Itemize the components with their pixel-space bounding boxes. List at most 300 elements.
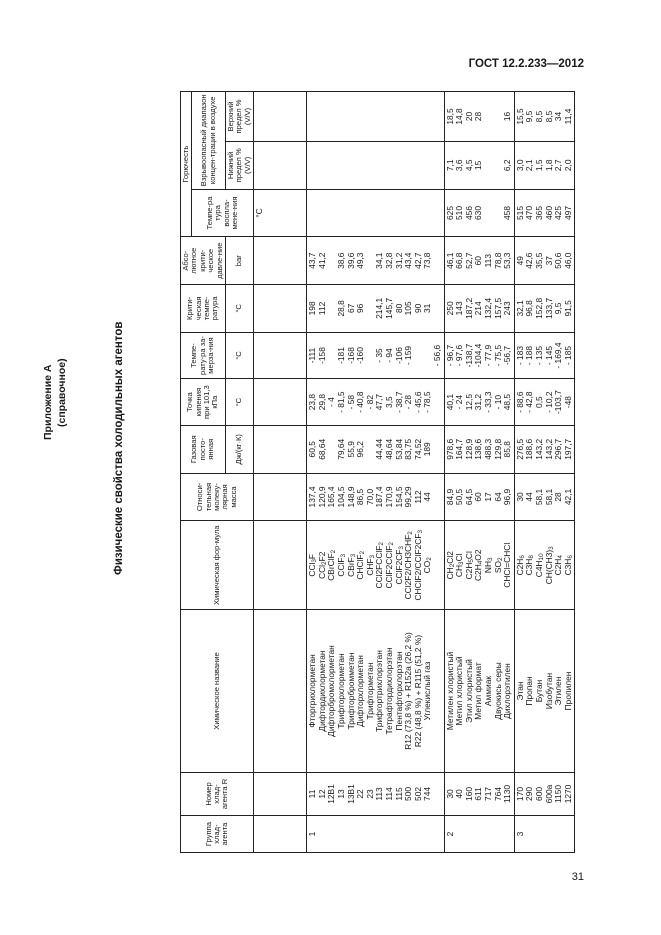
header-number: Номер хлад-агента R	[181, 772, 254, 815]
cell-line: 70,0	[364, 488, 375, 506]
name-cell	[307, 610, 444, 773]
cell-line: 276,5	[514, 438, 525, 460]
cell-line: Метил формат	[473, 662, 484, 720]
cell-line: 86,5	[355, 488, 366, 506]
cell-line: $C3H_8$	[524, 555, 536, 576]
cell-line: 23,8	[307, 393, 318, 411]
cell-line: 40,1	[444, 393, 455, 411]
cell-line: 113	[374, 787, 385, 801]
cell-line: 96,2	[355, 441, 366, 458]
cell-line: $CH(CH3)_3$	[543, 546, 555, 585]
number-cell	[307, 772, 444, 815]
cell-line: Пропилен	[562, 671, 573, 711]
cell-line	[484, 192, 494, 235]
cell-line: 137,4	[307, 486, 318, 508]
cell-line: - 28	[403, 394, 414, 410]
cell-line: 425	[553, 206, 564, 220]
cell-line: 58,1	[533, 488, 544, 506]
cell-line: 64	[492, 492, 503, 502]
header-explosive-range: Взрывоопасный диапазон концен-трации в воздухе	[192, 92, 226, 190]
ignition-temp-cell	[514, 189, 575, 237]
cell-line: 11	[307, 789, 318, 799]
number-cell	[514, 772, 575, 815]
header-gas-constant: Газовая посто-янная	[181, 425, 226, 473]
cell-line: $SO_2$	[492, 557, 504, 574]
gas-constant-cell	[514, 425, 575, 473]
cell-line: 96	[355, 303, 366, 314]
unit-ignition-temp: °С	[254, 189, 307, 237]
cell-line: 152,8	[533, 297, 544, 319]
cell-line: Дифтордихлорметан	[316, 650, 327, 732]
cell-line: 14,8	[454, 108, 465, 125]
cell-line: -168	[345, 347, 356, 364]
cell-line: 30	[514, 492, 525, 502]
header-boiling-point: Точка кипения при 101,3 кПа	[181, 379, 226, 426]
cell-line: 13	[336, 789, 347, 799]
boiling-point-cell	[307, 379, 444, 426]
cell-line: Этил хлористый	[463, 659, 474, 723]
cell-line: 38,6	[336, 252, 347, 269]
cell-line: CHCl=CHCl	[502, 542, 513, 588]
cell-line: CBrClF$_2$	[326, 549, 338, 581]
cell-line: $C2H_6$	[514, 555, 526, 576]
cell-line: 243	[502, 301, 513, 316]
critical-temp-cell	[307, 285, 444, 333]
cell-line: 34	[553, 111, 564, 122]
cell-line: -111	[307, 347, 318, 364]
upper-limit-cell	[514, 92, 575, 142]
cell-line: 12B1	[326, 784, 337, 804]
group-row	[514, 92, 575, 853]
cell-line: 48,64	[384, 438, 394, 460]
cell-line: Метил хлористый	[454, 656, 465, 726]
cell-line: 74,52	[412, 438, 423, 460]
molar-mass-cell	[514, 473, 575, 521]
critical-temp-cell	[444, 285, 514, 333]
appendix-title: Приложение А	[42, 364, 54, 440]
cell-line: 60	[473, 256, 484, 266]
cell-line: 8,5	[543, 110, 554, 123]
cell-line: 78,8	[492, 252, 503, 269]
cell-line: 456	[463, 206, 474, 220]
standard-header: ГОСТ 12.2.233—2012	[468, 58, 584, 70]
cell-line: $C4H_{10}$	[533, 553, 545, 578]
page-number: 31	[571, 871, 584, 883]
cell-line: 17	[482, 492, 493, 502]
boiling-point-cell	[514, 379, 575, 426]
cell-line: 1270	[562, 784, 573, 804]
cell-line: 3,5	[384, 396, 394, 408]
cell-line: 515	[514, 206, 525, 220]
cell-line: Трифгортрихлорэтан	[374, 650, 385, 732]
cell-line: 40	[454, 789, 465, 799]
cell-line: 0,5	[533, 396, 544, 408]
cell-line: Фторгрихлорметан	[307, 654, 318, 728]
cell-line: Бутан	[533, 679, 544, 703]
cell-line: Углекислый газ	[422, 661, 433, 721]
formula-cell	[514, 521, 575, 610]
cell-line: 29,8	[316, 393, 327, 411]
table-body	[307, 92, 575, 853]
ignition-temp-cell	[307, 189, 444, 237]
cell-line: 73,8	[422, 252, 433, 269]
cell-line: $C2H_4$	[553, 555, 565, 576]
cell-line: - 97,6	[454, 344, 465, 367]
cell-line: 154,5	[393, 486, 404, 508]
cell-line: 53,3	[502, 252, 513, 269]
cell-line: - 169,4	[553, 342, 564, 369]
cell-line: 138,6	[473, 438, 484, 460]
cell-line: 79,64	[336, 438, 347, 460]
cell-line: 15,5	[514, 108, 525, 125]
cell-line: 31,2	[473, 393, 484, 411]
cell-line: 22	[355, 789, 366, 799]
unit-critical-pressure: bar	[226, 237, 254, 285]
cell-line: 16	[502, 111, 513, 122]
cell-line: 1130	[502, 784, 513, 803]
cell-line: - 188	[524, 345, 535, 366]
unit-critical-temp: °С	[226, 285, 254, 333]
cell-line	[414, 335, 424, 377]
cell-line: 497	[562, 206, 573, 220]
cell-line: - 185	[562, 345, 573, 366]
cell-line: 143,2	[543, 438, 554, 460]
cell-line: $CHClF2/CClF2CF_3$	[412, 529, 424, 601]
cell-line: 112	[412, 490, 423, 504]
cell-line: - 159	[403, 345, 414, 366]
cell-line: 91,5	[562, 300, 573, 317]
header-formula: Химическая фор-мула	[181, 521, 254, 610]
cell-line: 60,5	[307, 441, 318, 458]
cell-line: 160	[463, 786, 474, 801]
cell-line: 290	[524, 786, 535, 801]
formula-cell	[307, 521, 444, 610]
cell-line: Тетрафтордихлорэтан	[384, 647, 394, 735]
header-upper-limit: Верхний предел % (V/V)	[226, 92, 254, 142]
cell-line: - 10	[492, 394, 503, 410]
critical-pressure-cell	[514, 237, 575, 285]
cell-line: CHClF$_2$	[355, 550, 367, 580]
cell-line: 47,7	[374, 393, 385, 411]
cell-line: - 88,6	[514, 391, 525, 413]
cell-line: $C2H_5Cl$	[463, 551, 475, 580]
unit-gas-constant: Дж/(кг·К)	[226, 425, 254, 473]
cell-line: 7,1	[444, 159, 455, 172]
cell-line: CCl2FCClF$_2$	[374, 542, 386, 589]
cell-line: 250	[444, 301, 455, 316]
header-freezing-point: Темпе-рату-ра за-мерза-ния	[181, 332, 226, 379]
cell-line: - 38,7	[393, 391, 404, 413]
cell-line: 744	[422, 786, 433, 801]
cell-line: 18,5	[444, 108, 455, 125]
unit-boiling-point: °С	[226, 379, 254, 426]
cell-line: 1,8	[543, 159, 554, 172]
cell-line: - 45,6	[412, 391, 423, 413]
cell-line: - 24	[454, 394, 465, 410]
cell-line: 39,6	[345, 252, 356, 269]
cell-line: 50,5	[454, 488, 465, 506]
cell-line: 44	[422, 492, 433, 502]
cell-line: 66,8	[454, 252, 465, 269]
cell-line: 170	[514, 786, 525, 801]
cell-line: Двуокись серы	[492, 662, 503, 720]
cell-line: 3,6	[454, 159, 465, 172]
cell-line: - 42,8	[524, 391, 535, 413]
freezing-point-cell	[444, 332, 514, 379]
cell-line: 128,9	[463, 438, 474, 460]
cell-line: 296,7	[553, 438, 564, 460]
cell-line: 115	[393, 787, 404, 801]
cell-line: - 40,8	[355, 391, 366, 413]
formula-cell	[444, 521, 514, 610]
cell-line: - 78,5	[422, 391, 433, 413]
cell-line: 6,2	[502, 159, 513, 172]
cell-line: - 96,7	[444, 344, 455, 367]
header-critical-temp: Крити-ческая темпе-ратура	[181, 285, 226, 333]
cell-line: Трифторбромметан	[345, 652, 356, 730]
cell-line: 165,4	[326, 486, 337, 508]
cell-line: 8,5	[533, 110, 544, 123]
cell-line: 4,5	[463, 159, 474, 172]
cell-line: 1,5	[533, 159, 544, 172]
cell-line: 85,8	[502, 441, 513, 458]
cell-line: $C3H_6$	[562, 555, 574, 576]
cell-line: Аммиак	[482, 675, 493, 707]
cell-line	[484, 94, 494, 139]
cell-line: 32,1	[514, 300, 525, 317]
cell-line: 23	[364, 789, 375, 799]
cell-line: 198	[307, 301, 318, 316]
group-row	[307, 92, 444, 853]
cell-line: 12	[316, 789, 327, 799]
cell-line: $CH_2Cl2$	[444, 551, 456, 580]
cell-line: 43,4	[403, 252, 414, 269]
cell-line: -104,4	[473, 343, 484, 368]
cell-line: 764	[492, 786, 503, 801]
cell-line: CCl$_3$F	[307, 553, 319, 577]
molar-mass-cell	[444, 473, 514, 521]
cell-line: - 81,5	[336, 391, 347, 413]
cell-line: 2,1	[524, 159, 535, 172]
cell-line: Дифторхлорметан	[355, 655, 366, 727]
cell-line: -138,7	[463, 343, 474, 368]
unit-ignition-row	[254, 92, 307, 853]
lower-limit-cell	[444, 141, 514, 189]
cell-line: Трифторхлорметан	[336, 653, 347, 729]
cell-line: 187,2	[463, 297, 474, 319]
cell-line: 625	[444, 206, 455, 220]
cell-line: 3,0	[514, 159, 525, 172]
upper-limit-cell	[307, 92, 444, 142]
header-ignition-temp: Темпе-ра тура воспла-мене-ния	[192, 189, 254, 237]
cell-line: CClF$_3$	[336, 553, 348, 577]
cell-line: 717	[482, 786, 493, 801]
cell-line: 67	[345, 303, 356, 314]
cell-line: 502	[412, 786, 423, 801]
cell-line: -158	[316, 347, 327, 364]
lower-limit-cell	[307, 141, 444, 189]
cell-line: 129,8	[492, 438, 503, 460]
cell-line: - 4	[326, 397, 337, 408]
cell-line: 43,7	[307, 252, 318, 269]
group-cell: 1	[307, 816, 444, 853]
cell-line: $CClF2CF_3$	[393, 546, 405, 585]
cell-line: - 58	[345, 394, 356, 410]
cell-line: 2,0	[562, 159, 573, 172]
cell-line: 11,4	[562, 108, 573, 125]
cell-line: 84,9	[444, 488, 455, 506]
cell-line: 9,5	[553, 302, 564, 315]
cell-line: 42,7	[412, 252, 423, 269]
cell-line: 214,1	[374, 297, 385, 319]
cell-line: 37	[543, 256, 554, 266]
cell-line: -181	[336, 347, 347, 364]
cell-line: 105	[403, 301, 414, 316]
cell-line: 28,8	[336, 300, 347, 317]
cell-line: 99,29	[403, 486, 414, 508]
gas-constant-cell	[307, 425, 444, 473]
cell-line: 630	[473, 206, 484, 220]
cell-line: Дихлорэтилен	[502, 663, 513, 719]
header-lower-limit: Нижний предел % (V/V)	[226, 141, 254, 189]
cell-line: Этан	[514, 681, 525, 701]
name-cell	[444, 610, 514, 773]
number-cell	[444, 772, 514, 815]
cell-line: 31	[422, 303, 433, 314]
cell-line: -160	[355, 347, 366, 364]
header-flammability: Горючесть	[181, 92, 192, 237]
cell-line: $NH_3$	[482, 557, 494, 574]
cell-line: 120,9	[316, 486, 327, 508]
cell-line: - 135	[533, 345, 544, 366]
cell-line: 500	[403, 786, 414, 801]
cell-line: 112	[316, 301, 327, 316]
cell-line: 197,7	[562, 438, 573, 460]
header-molar-mass: Относи-тельная молеку-лярная масса	[181, 473, 254, 521]
cell-line: R22 (48,8 %) + R115 (51,2 %)	[412, 634, 423, 748]
cell-line: 460	[543, 206, 554, 220]
cell-line: - 183	[514, 345, 525, 366]
cell-line: 28	[553, 492, 564, 502]
cell-line: 49,3	[355, 252, 366, 269]
cell-line: 188,6	[524, 438, 535, 460]
cell-line: 42,1	[562, 488, 573, 506]
cell-line: 80	[393, 303, 404, 314]
cell-line: 41,2	[316, 252, 327, 269]
group-cell: 3	[514, 816, 575, 853]
cell-line: $C2H_4O2$	[473, 549, 485, 582]
cell-line: 214	[473, 301, 484, 316]
cell-line: 187,4	[374, 486, 385, 508]
cell-line: - 77,9	[482, 344, 493, 367]
cell-line: 13B1	[345, 784, 356, 804]
cell-line: Метилен хлористый	[444, 651, 455, 731]
cell-line: - 82	[364, 394, 375, 410]
cell-line: 2,7	[553, 159, 564, 172]
cell-line: - 75,5	[492, 344, 503, 367]
cell-line: 148,9	[345, 486, 356, 508]
cell-line: 96,8	[524, 300, 535, 317]
cell-line: 52,7	[463, 252, 474, 269]
cell-line: R12 (73,8 %) + R152a (26,2 %)	[403, 632, 414, 750]
cell-line: 1150	[553, 784, 564, 803]
cell-line: -103,7	[553, 390, 564, 415]
cell-line: Трифторметан	[364, 662, 375, 720]
cell-line: -48	[562, 396, 573, 409]
cell-line: 104,5	[336, 486, 347, 508]
cell-line: 35,5	[533, 252, 544, 269]
freezing-point-cell	[514, 332, 575, 379]
critical-temp-cell	[514, 285, 575, 333]
cell-line: - 10,2	[543, 391, 554, 413]
cell-line: 53,84	[393, 438, 404, 460]
header-group: Группа хлад-агента	[181, 816, 254, 853]
cell-line: 9,5	[524, 110, 535, 123]
cell-line: - 35	[374, 348, 385, 363]
cell-line: Пропан	[524, 676, 535, 706]
cell-line: 600a	[543, 784, 554, 804]
cell-line: 170,9	[384, 486, 394, 508]
cell-line: 31,2	[393, 252, 404, 269]
cell-line: 49	[514, 256, 525, 266]
cell-line: 113	[482, 254, 493, 268]
cell-line: 145,7	[384, 297, 394, 319]
cell-line: Пентафторхлорэтан	[393, 651, 404, 731]
appendix-note: (справочное)	[56, 358, 68, 427]
cell-line: 20	[463, 111, 474, 122]
cell-line: - 145	[543, 345, 554, 366]
molar-mass-cell	[307, 473, 444, 521]
cell-line: 44,44	[374, 438, 385, 460]
cell-line: 600	[533, 786, 544, 801]
cell-line: CBrF$_3$	[345, 553, 357, 577]
cell-line: 96,9	[502, 488, 513, 506]
lower-limit-cell	[514, 141, 575, 189]
cell-line: 114	[384, 787, 394, 801]
refrigerant-table-container	[180, 91, 574, 853]
cell-line: 488,3	[482, 438, 493, 460]
cell-line: CClF2CClF$_2$	[384, 542, 395, 589]
cell-line: 42,6	[524, 252, 535, 269]
cell-line: $CO_2$	[422, 557, 434, 574]
cell-line: 143	[454, 301, 465, 316]
cell-line: 132,4	[482, 297, 493, 319]
cell-line: 64,5	[463, 488, 474, 506]
cell-line: 365	[533, 206, 544, 220]
cell-line: -106	[393, 347, 404, 364]
cell-line: 133,7	[543, 297, 554, 319]
cell-line: 143,2	[533, 438, 544, 460]
cell-line: 32,8	[384, 252, 394, 269]
upper-limit-cell	[444, 92, 514, 142]
cell-line: 12,5	[463, 393, 474, 411]
freezing-point-cell	[307, 332, 444, 379]
name-cell	[514, 610, 575, 773]
cell-line: 189	[422, 442, 433, 457]
critical-pressure-cell	[444, 237, 514, 285]
cell-line: - 56,6	[431, 344, 442, 367]
cell-line: 46,0	[562, 252, 573, 269]
header-chemical-name: Химическое название	[181, 610, 254, 773]
cell-line: 510	[454, 206, 465, 220]
cell-line: 30	[444, 789, 455, 799]
cell-line: Изобутан	[543, 672, 554, 710]
cell-line: 60	[473, 492, 484, 502]
cell-line: $CH_3Cl$	[454, 553, 466, 578]
cell-line: $CHF_3$	[364, 554, 376, 576]
group-row	[444, 92, 514, 853]
cell-line: -56,7	[502, 345, 513, 366]
